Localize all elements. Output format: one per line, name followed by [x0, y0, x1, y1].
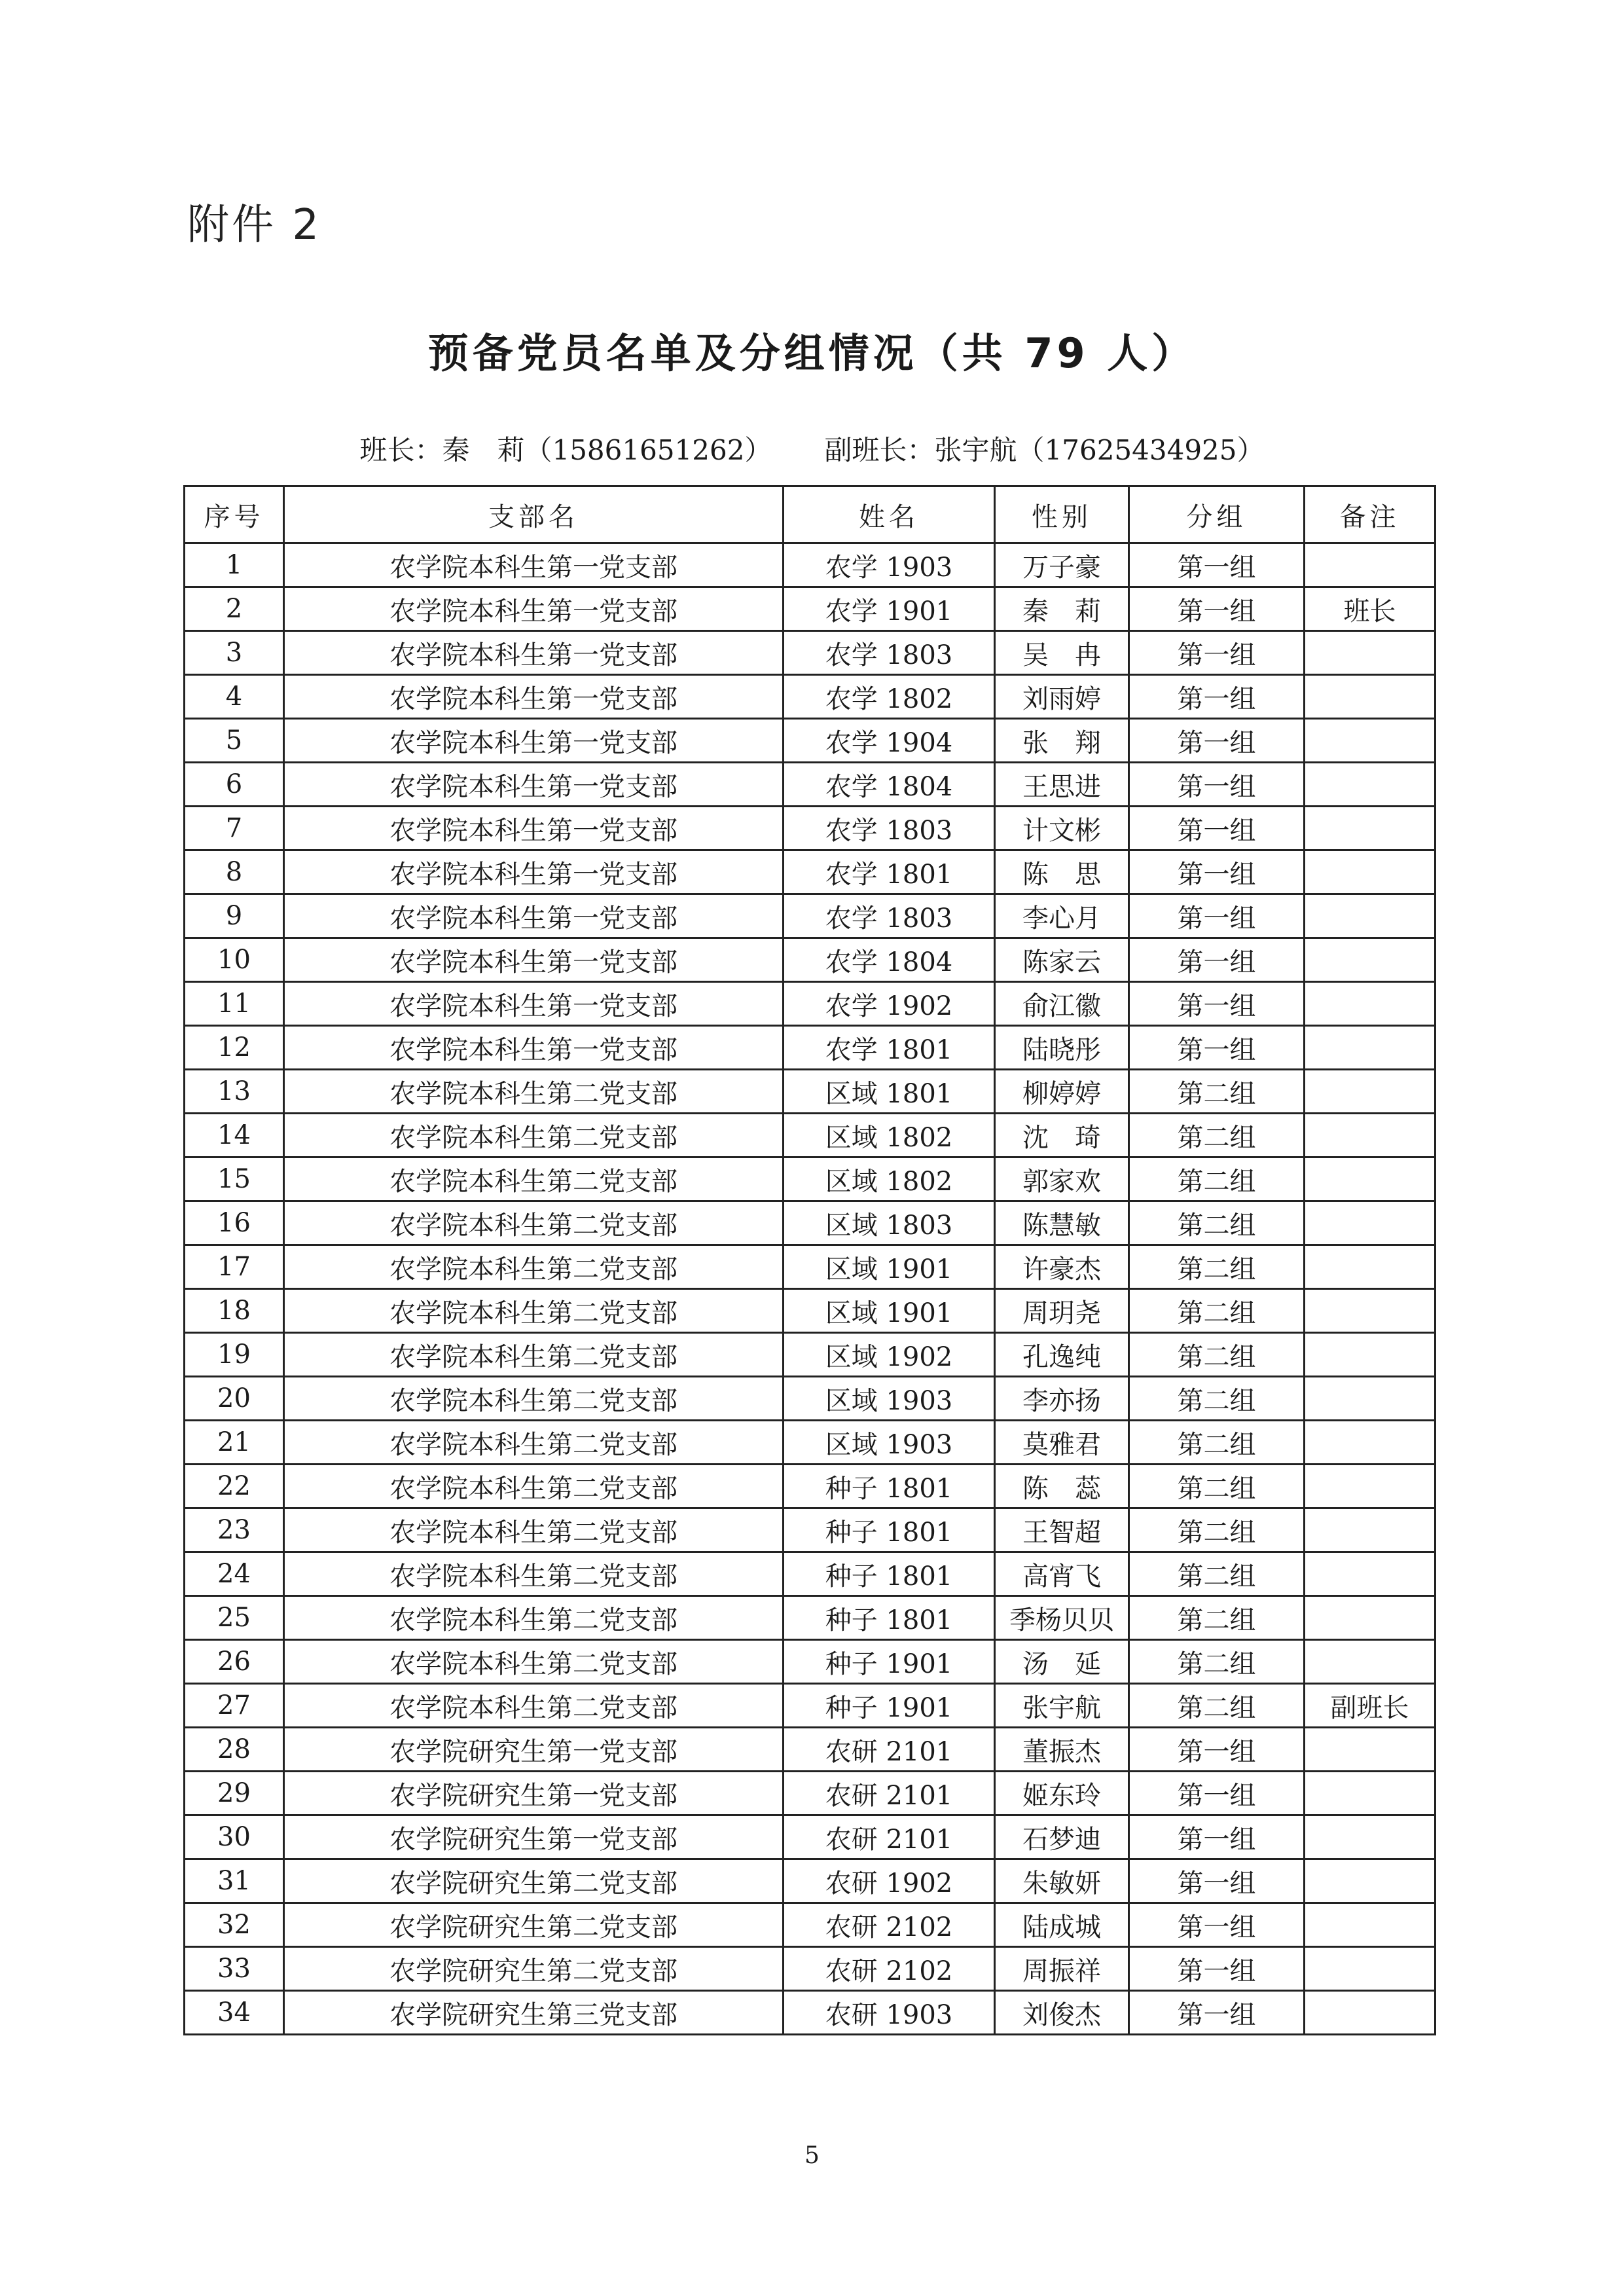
cell-index: 22 — [185, 1465, 284, 1508]
cell-group: 第一组 — [1129, 1815, 1305, 1859]
cell-note — [1305, 543, 1435, 587]
table-row — [185, 1421, 1435, 1465]
cell-note — [1305, 894, 1435, 938]
cell-branch: 农学院研究生第一党支部 — [284, 1728, 784, 1772]
cell-group: 第二组 — [1129, 1333, 1305, 1377]
table-row — [185, 1947, 1435, 1991]
cell-name: 沈 琦 — [995, 1114, 1129, 1157]
cell-class: 农学 1801 — [784, 850, 995, 894]
cell-group: 第一组 — [1129, 1728, 1305, 1772]
cell-group: 第二组 — [1129, 1684, 1305, 1728]
cell-note — [1305, 763, 1435, 807]
cell-class: 区域 1801 — [784, 1070, 995, 1114]
cell-name: 秦 莉 — [995, 587, 1129, 631]
cell-group: 第一组 — [1129, 894, 1305, 938]
member-table — [183, 485, 1436, 2035]
table-row — [185, 719, 1435, 763]
cell-group: 第二组 — [1129, 1640, 1305, 1684]
cell-note — [1305, 1815, 1435, 1859]
cell-class: 农研 2101 — [784, 1815, 995, 1859]
cell-name: 许豪杰 — [995, 1245, 1129, 1289]
cell-index: 7 — [185, 807, 284, 850]
table-row — [185, 807, 1435, 850]
cell-branch: 农学院本科生第二党支部 — [284, 1333, 784, 1377]
cell-group: 第一组 — [1129, 850, 1305, 894]
table-row — [185, 1684, 1435, 1728]
cell-class: 农学 1802 — [784, 675, 995, 719]
cell-branch: 农学院本科生第一党支部 — [284, 675, 784, 719]
cell-name: 刘雨婷 — [995, 675, 1129, 719]
cell-name: 李亦扬 — [995, 1377, 1129, 1421]
cell-name: 陈 蕊 — [995, 1465, 1129, 1508]
cell-class: 区域 1802 — [784, 1157, 995, 1201]
cell-branch: 农学院本科生第二党支部 — [284, 1465, 784, 1508]
cell-name: 高宵飞 — [995, 1552, 1129, 1596]
cell-index: 8 — [185, 850, 284, 894]
cell-branch: 农学院研究生第二党支部 — [284, 1903, 784, 1947]
cell-index: 3 — [185, 631, 284, 675]
cell-name: 董振杰 — [995, 1728, 1129, 1772]
cell-name: 姬东玲 — [995, 1772, 1129, 1815]
cell-index: 25 — [185, 1596, 284, 1640]
cell-class: 种子 1801 — [784, 1596, 995, 1640]
cell-branch: 农学院研究生第二党支部 — [284, 1859, 784, 1903]
cell-name: 柳婷婷 — [995, 1070, 1129, 1114]
cell-branch: 农学院本科生第二党支部 — [284, 1596, 784, 1640]
document-title: 预备党员名单及分组情况（共 79 人） — [427, 329, 1197, 377]
cell-index: 21 — [185, 1421, 284, 1465]
table-row — [185, 763, 1435, 807]
cell-index: 4 — [185, 675, 284, 719]
cell-name: 吴 冉 — [995, 631, 1129, 675]
cell-class: 农学 1901 — [784, 587, 995, 631]
cell-index: 33 — [185, 1947, 284, 1991]
table-row — [185, 850, 1435, 894]
cell-class: 农学 1804 — [784, 938, 995, 982]
cell-branch: 农学院研究生第二党支部 — [284, 1947, 784, 1991]
cell-index: 10 — [185, 938, 284, 982]
cell-name: 王智超 — [995, 1508, 1129, 1552]
cell-group: 第二组 — [1129, 1245, 1305, 1289]
attachment-label: 附件 2 — [187, 201, 322, 249]
col-header-group: 分组 — [1129, 486, 1305, 543]
class-leader-text: 班长：秦 莉（15861651262） — [359, 434, 772, 466]
table-row — [185, 1772, 1435, 1815]
cell-index: 29 — [185, 1772, 284, 1815]
cell-name: 莫雅君 — [995, 1421, 1129, 1465]
table-row — [185, 894, 1435, 938]
cell-note — [1305, 1508, 1435, 1552]
cell-group: 第二组 — [1129, 1508, 1305, 1552]
cell-group: 第二组 — [1129, 1465, 1305, 1508]
cell-note — [1305, 1728, 1435, 1772]
cell-name: 郭家欢 — [995, 1157, 1129, 1201]
cell-group: 第二组 — [1129, 1157, 1305, 1201]
cell-note — [1305, 1070, 1435, 1114]
cell-group: 第一组 — [1129, 719, 1305, 763]
table-row — [185, 1026, 1435, 1070]
cell-index: 34 — [185, 1991, 284, 2035]
cell-group: 第一组 — [1129, 543, 1305, 587]
cell-group: 第二组 — [1129, 1552, 1305, 1596]
cell-branch: 农学院本科生第一党支部 — [284, 1026, 784, 1070]
cell-group: 第二组 — [1129, 1377, 1305, 1421]
table-row — [185, 1859, 1435, 1903]
cell-name: 刘俊杰 — [995, 1991, 1129, 2035]
cell-name: 孔逸纯 — [995, 1333, 1129, 1377]
cell-group: 第二组 — [1129, 1289, 1305, 1333]
table-row — [185, 1815, 1435, 1859]
cell-note — [1305, 1596, 1435, 1640]
cell-note — [1305, 1245, 1435, 1289]
cell-name: 季杨贝贝 — [995, 1596, 1129, 1640]
cell-class: 种子 1801 — [784, 1465, 995, 1508]
cell-branch: 农学院本科生第一党支部 — [284, 631, 784, 675]
cell-branch: 农学院本科生第一党支部 — [284, 763, 784, 807]
cell-branch: 农学院本科生第二党支部 — [284, 1114, 784, 1157]
cell-index: 9 — [185, 894, 284, 938]
table-row — [185, 1245, 1435, 1289]
cell-group: 第一组 — [1129, 1859, 1305, 1903]
cell-class: 农学 1801 — [784, 1026, 995, 1070]
col-header-name: 姓名 — [784, 486, 995, 543]
cell-note — [1305, 1157, 1435, 1201]
cell-name: 周振祥 — [995, 1947, 1129, 1991]
cell-index: 26 — [185, 1640, 284, 1684]
cell-note — [1305, 938, 1435, 982]
cell-name: 陈慧敏 — [995, 1201, 1129, 1245]
cell-class: 农学 1902 — [784, 982, 995, 1026]
table-row — [185, 675, 1435, 719]
cell-class: 区域 1902 — [784, 1333, 995, 1377]
cell-class: 农研 1902 — [784, 1859, 995, 1903]
cell-branch: 农学院本科生第一党支部 — [284, 894, 784, 938]
table-row — [185, 1289, 1435, 1333]
table-row — [185, 1201, 1435, 1245]
cell-note — [1305, 1333, 1435, 1377]
cell-branch: 农学院研究生第一党支部 — [284, 1772, 784, 1815]
cell-note — [1305, 1991, 1435, 2035]
cell-class: 区域 1903 — [784, 1377, 995, 1421]
cell-class: 种子 1801 — [784, 1508, 995, 1552]
cell-group: 第一组 — [1129, 675, 1305, 719]
table-header-row — [185, 486, 1435, 543]
cell-branch: 农学院本科生第一党支部 — [284, 807, 784, 850]
table-row — [185, 587, 1435, 631]
cell-note — [1305, 1201, 1435, 1245]
cell-group: 第一组 — [1129, 1903, 1305, 1947]
table-row — [185, 1728, 1435, 1772]
cell-index: 27 — [185, 1684, 284, 1728]
cell-branch: 农学院本科生第二党支部 — [284, 1245, 784, 1289]
cell-note — [1305, 1377, 1435, 1421]
cell-index: 12 — [185, 1026, 284, 1070]
cell-branch: 农学院本科生第二党支部 — [284, 1684, 784, 1728]
cell-branch: 农学院本科生第二党支部 — [284, 1377, 784, 1421]
cell-name: 陈家云 — [995, 938, 1129, 982]
cell-index: 14 — [185, 1114, 284, 1157]
cell-index: 30 — [185, 1815, 284, 1859]
cell-group: 第一组 — [1129, 1947, 1305, 1991]
cell-note — [1305, 675, 1435, 719]
table-row — [185, 1114, 1435, 1157]
table-row — [185, 631, 1435, 675]
table-row — [185, 1377, 1435, 1421]
cell-index: 16 — [185, 1201, 284, 1245]
table-row — [185, 938, 1435, 982]
cell-name: 王思进 — [995, 763, 1129, 807]
cell-note: 副班长 — [1305, 1684, 1435, 1728]
table-row — [185, 1508, 1435, 1552]
cell-name: 陆成城 — [995, 1903, 1129, 1947]
cell-note — [1305, 1772, 1435, 1815]
cell-note — [1305, 1552, 1435, 1596]
cell-group: 第二组 — [1129, 1070, 1305, 1114]
table-row — [185, 1552, 1435, 1596]
cell-index: 32 — [185, 1903, 284, 1947]
cell-branch: 农学院本科生第一党支部 — [284, 719, 784, 763]
cell-index: 6 — [185, 763, 284, 807]
cell-group: 第一组 — [1129, 982, 1305, 1026]
cell-name: 俞江徽 — [995, 982, 1129, 1026]
cell-index: 31 — [185, 1859, 284, 1903]
cell-index: 24 — [185, 1552, 284, 1596]
cell-index: 11 — [185, 982, 284, 1026]
table-row — [185, 1640, 1435, 1684]
table-row — [185, 1465, 1435, 1508]
cell-class: 农研 2101 — [784, 1728, 995, 1772]
table-row — [185, 543, 1435, 587]
cell-branch: 农学院本科生第一党支部 — [284, 543, 784, 587]
col-header-note: 备注 — [1305, 486, 1435, 543]
cell-index: 2 — [185, 587, 284, 631]
cell-note — [1305, 1903, 1435, 1947]
page-number: 5 — [804, 2142, 820, 2169]
cell-note — [1305, 719, 1435, 763]
cell-note — [1305, 1026, 1435, 1070]
cell-class: 种子 1901 — [784, 1640, 995, 1684]
cell-group: 第一组 — [1129, 587, 1305, 631]
table-row — [185, 1903, 1435, 1947]
cell-note — [1305, 631, 1435, 675]
cell-group: 第二组 — [1129, 1114, 1305, 1157]
cell-index: 13 — [185, 1070, 284, 1114]
cell-branch: 农学院本科生第一党支部 — [284, 938, 784, 982]
table-row — [185, 1157, 1435, 1201]
col-header-branch: 支部名 — [284, 486, 784, 543]
cell-class: 农学 1903 — [784, 543, 995, 587]
cell-group: 第一组 — [1129, 1772, 1305, 1815]
deputy-leader-text: 副班长：张宇航（17625434925） — [824, 434, 1265, 466]
cell-class: 农学 1803 — [784, 807, 995, 850]
cell-name: 万子豪 — [995, 543, 1129, 587]
cell-group: 第二组 — [1129, 1201, 1305, 1245]
cell-note — [1305, 1289, 1435, 1333]
cell-class: 农研 2102 — [784, 1947, 995, 1991]
cell-class: 区域 1901 — [784, 1289, 995, 1333]
cell-class: 区域 1803 — [784, 1201, 995, 1245]
table-row — [185, 1070, 1435, 1114]
cell-branch: 农学院研究生第三党支部 — [284, 1991, 784, 2035]
cell-class: 种子 1901 — [784, 1684, 995, 1728]
cell-group: 第二组 — [1129, 1596, 1305, 1640]
cell-class: 农研 2101 — [784, 1772, 995, 1815]
cell-class: 区域 1901 — [784, 1245, 995, 1289]
cell-note — [1305, 1465, 1435, 1508]
cell-class: 区域 1903 — [784, 1421, 995, 1465]
table-row — [185, 982, 1435, 1026]
cell-name: 朱敏妍 — [995, 1859, 1129, 1903]
cell-branch: 农学院本科生第二党支部 — [284, 1070, 784, 1114]
leader-line — [0, 429, 1624, 468]
cell-index: 17 — [185, 1245, 284, 1289]
cell-branch: 农学院本科生第一党支部 — [284, 587, 784, 631]
cell-group: 第二组 — [1129, 1421, 1305, 1465]
col-header-gender: 性别 — [995, 486, 1129, 543]
cell-class: 农学 1904 — [784, 719, 995, 763]
cell-class: 农研 2102 — [784, 1903, 995, 1947]
cell-name: 周玥尧 — [995, 1289, 1129, 1333]
cell-name: 陈 思 — [995, 850, 1129, 894]
cell-class: 农学 1804 — [784, 763, 995, 807]
cell-note — [1305, 1114, 1435, 1157]
cell-note — [1305, 1859, 1435, 1903]
cell-note — [1305, 1640, 1435, 1684]
cell-branch: 农学院本科生第二党支部 — [284, 1157, 784, 1201]
cell-note — [1305, 1421, 1435, 1465]
cell-index: 15 — [185, 1157, 284, 1201]
cell-index: 18 — [185, 1289, 284, 1333]
cell-note — [1305, 807, 1435, 850]
cell-group: 第一组 — [1129, 1026, 1305, 1070]
cell-index: 1 — [185, 543, 284, 587]
cell-branch: 农学院本科生第二党支部 — [284, 1552, 784, 1596]
cell-name: 计文彬 — [995, 807, 1129, 850]
cell-group: 第一组 — [1129, 763, 1305, 807]
cell-branch: 农学院本科生第二党支部 — [284, 1201, 784, 1245]
cell-branch: 农学院本科生第二党支部 — [284, 1640, 784, 1684]
cell-name: 李心月 — [995, 894, 1129, 938]
cell-note: 班长 — [1305, 587, 1435, 631]
cell-name: 汤 延 — [995, 1640, 1129, 1684]
cell-note — [1305, 982, 1435, 1026]
cell-index: 20 — [185, 1377, 284, 1421]
cell-branch: 农学院本科生第一党支部 — [284, 850, 784, 894]
table-body — [185, 543, 1435, 2035]
cell-group: 第一组 — [1129, 631, 1305, 675]
cell-branch: 农学院研究生第一党支部 — [284, 1815, 784, 1859]
cell-index: 19 — [185, 1333, 284, 1377]
col-header-index: 序号 — [185, 486, 284, 543]
cell-group: 第一组 — [1129, 1991, 1305, 2035]
cell-note — [1305, 850, 1435, 894]
table-row — [185, 1991, 1435, 2035]
cell-class: 农学 1803 — [784, 631, 995, 675]
cell-class: 种子 1801 — [784, 1552, 995, 1596]
cell-branch: 农学院本科生第二党支部 — [284, 1508, 784, 1552]
cell-name: 张宇航 — [995, 1684, 1129, 1728]
cell-branch: 农学院本科生第二党支部 — [284, 1289, 784, 1333]
cell-branch: 农学院本科生第二党支部 — [284, 1421, 784, 1465]
cell-name: 石梦迪 — [995, 1815, 1129, 1859]
cell-class: 农学 1803 — [784, 894, 995, 938]
cell-name: 陆晓彤 — [995, 1026, 1129, 1070]
cell-name: 张 翔 — [995, 719, 1129, 763]
cell-class: 农研 1903 — [784, 1991, 995, 2035]
cell-group: 第一组 — [1129, 807, 1305, 850]
cell-class: 区域 1802 — [784, 1114, 995, 1157]
table-row — [185, 1333, 1435, 1377]
cell-group: 第一组 — [1129, 938, 1305, 982]
cell-index: 28 — [185, 1728, 284, 1772]
cell-branch: 农学院本科生第一党支部 — [284, 982, 784, 1026]
cell-note — [1305, 1947, 1435, 1991]
cell-index: 23 — [185, 1508, 284, 1552]
table-row — [185, 1596, 1435, 1640]
cell-index: 5 — [185, 719, 284, 763]
